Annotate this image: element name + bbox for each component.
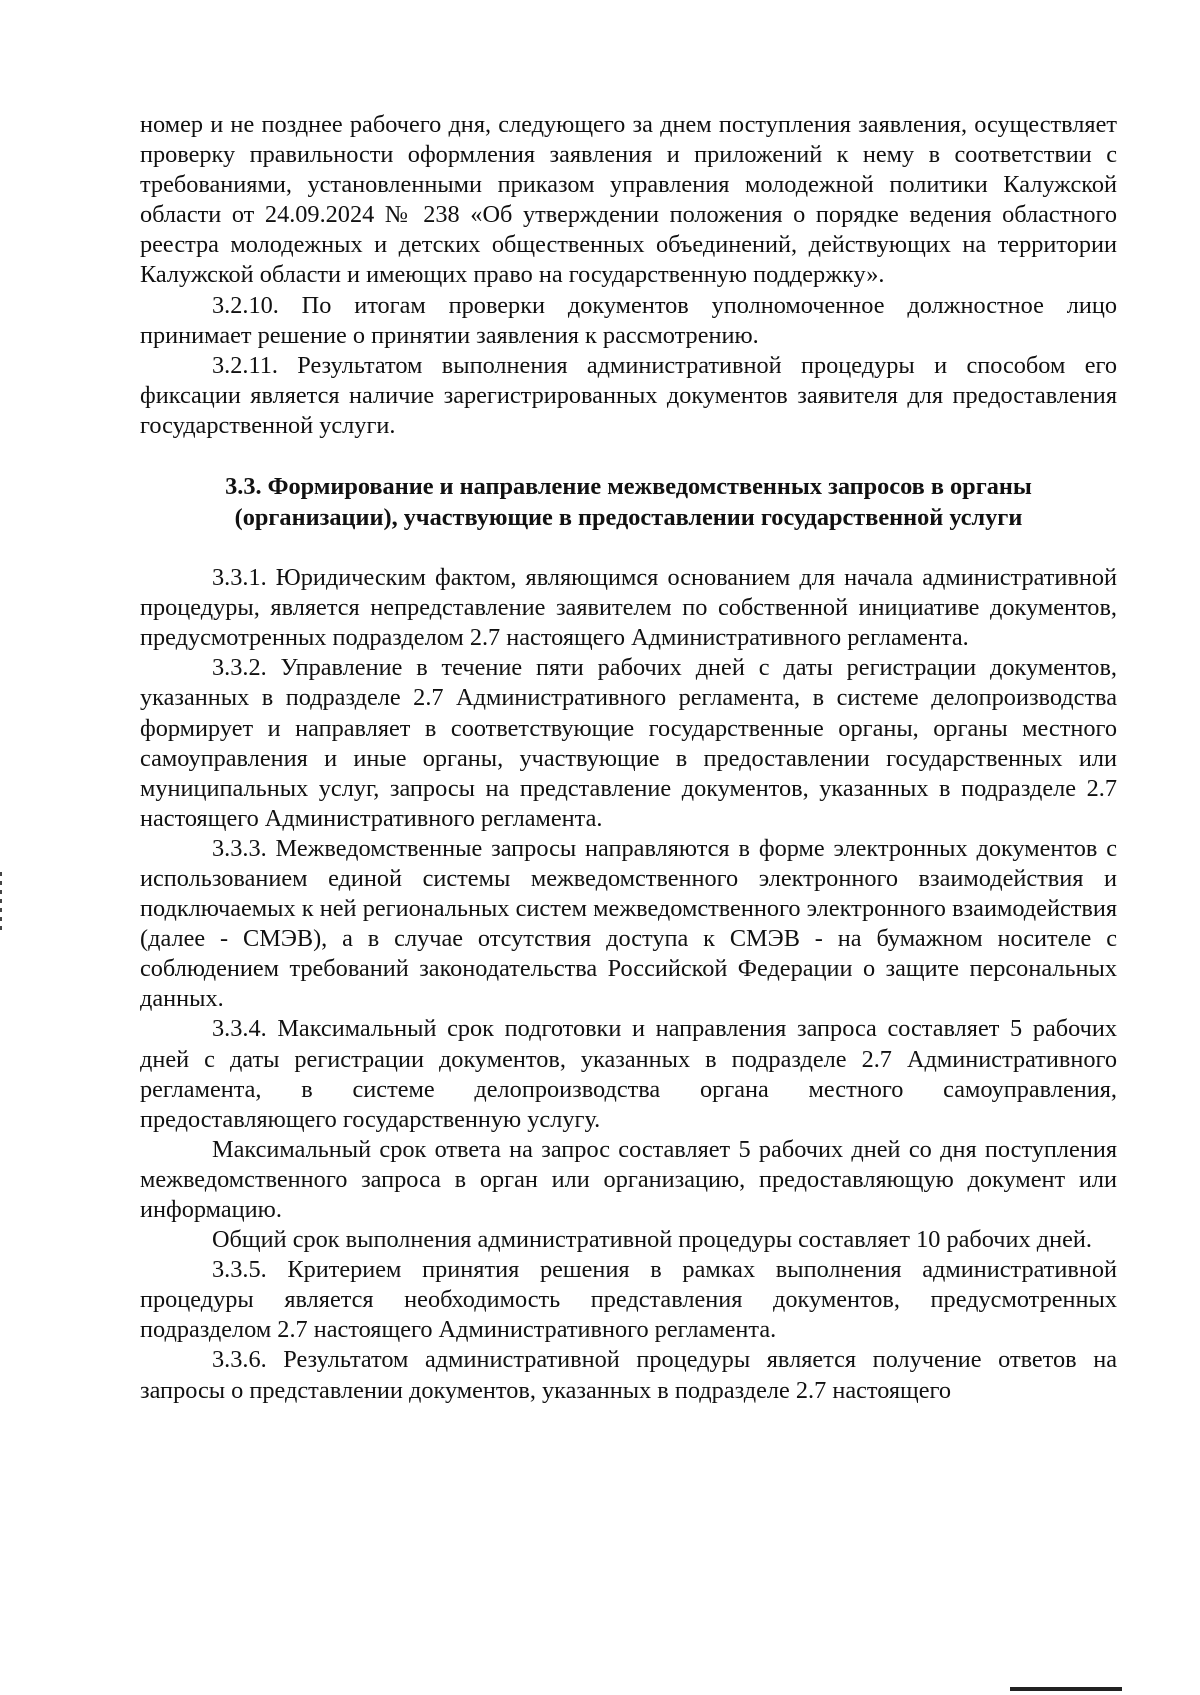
paragraph-3-3-4: 3.3.4. Максимальный срок подготовки и направления запроса составляет 5 рабочих дней с даты регистрации документов, указанных в подразделе 2.7 Административного регламента, в системе делопроизводства органа местного самоуправления, предоставляющего государственную услугу. (140, 1015, 1117, 1133)
paragraph-3-2-11: 3.2.11. Результатом выполнения административной процедуры и способом его фиксации является наличие зарегистрированных документов заявителя для предоставления государственной услуги. (140, 351, 1117, 439)
paragraph-3-3-6: 3.3.6. Результатом административной процедуры является получение ответов на запросы о представлении документов, указанных в подразделе 2.7 настоящего (140, 1346, 1117, 1404)
scan-bottom-mark (1010, 1687, 1122, 1691)
paragraph-max-response-term: Максимальный срок ответа на запрос составляет 5 рабочих дней со дня поступления межведомственного запроса в орган или организацию, предоставляющую документ или информацию. (140, 1135, 1117, 1223)
paragraph-3-3-1: 3.3.1. Юридическим фактом, являющимся основанием для начала административной процедуры, является непредставление заявителем по собственной инициативе документов, предусмотренных подразделом 2.7 настоящего Административного регламента. (140, 564, 1117, 652)
paragraph-3-3-5: 3.3.5. Критерием принятия решения в рамках выполнения административной процедуры является необходимость представления документов, предусмотренных подразделом 2.7 настоящего Административного регламента. (140, 1256, 1117, 1344)
paragraph-3-2-10: 3.2.10. По итогам проверки документов уполномоченное должностное лицо принимает решение о принятии заявления к рассмотрению. (140, 291, 1117, 349)
section-heading-line-1: 3.3. Формирование и направление межведомственных запросов в органы (225, 473, 1032, 501)
scan-edge-mark (0, 872, 2, 932)
paragraph-total-term: Общий срок выполнения административной процедуры составляет 10 рабочих дней. (212, 1226, 1092, 1254)
paragraph-3-3-3: 3.3.3. Межведомственные запросы направляются в форме электронных документов с использованием единой системы межведомственного электронного взаимодействия и подключаемых к ней региональных систем межведомственного электронного взаимодействия (далее - СМЭВ), а в случае отсутствия доступа к СМЭВ - на бумажном носителе с соблюдением требований законодательства Российской Федерации о защите персональных данных. (140, 834, 1117, 1013)
paragraph-3-3-2: 3.3.2. Управление в течение пяти рабочих дней с даты регистрации документов, указанных в подразделе 2.7 Административного регламента, в системе делопроизводства формирует и направляет в соответствующие государственные органы, органы местного самоуправления и иные органы, участвующие в предоставлении государственных или муниципальных услуг, запросы на представление документов, указанных в подразделе 2.7 настоящего Административного регламента. (140, 654, 1117, 832)
document-page (140, 110, 1117, 1406)
section-heading-line-2: (организации), участвующие в предоставлении государственной услуги (234, 504, 1023, 532)
section-heading-3-3 (140, 471, 1117, 533)
paragraph-continuation: номер и не позднее рабочего дня, следующего за днем поступления заявления, осуществляет проверку правильности оформления заявления и приложений к нему в соответствии с требованиями, установленными приказом управления молодежной политики Калужской области от 24.09.2024 № 238 «Об утверждении положения о порядке ведения областного реестра молодежных и детских общественных объединений, действующих на территории Калужской области и имеющих право на государственную поддержку». (140, 111, 1117, 289)
